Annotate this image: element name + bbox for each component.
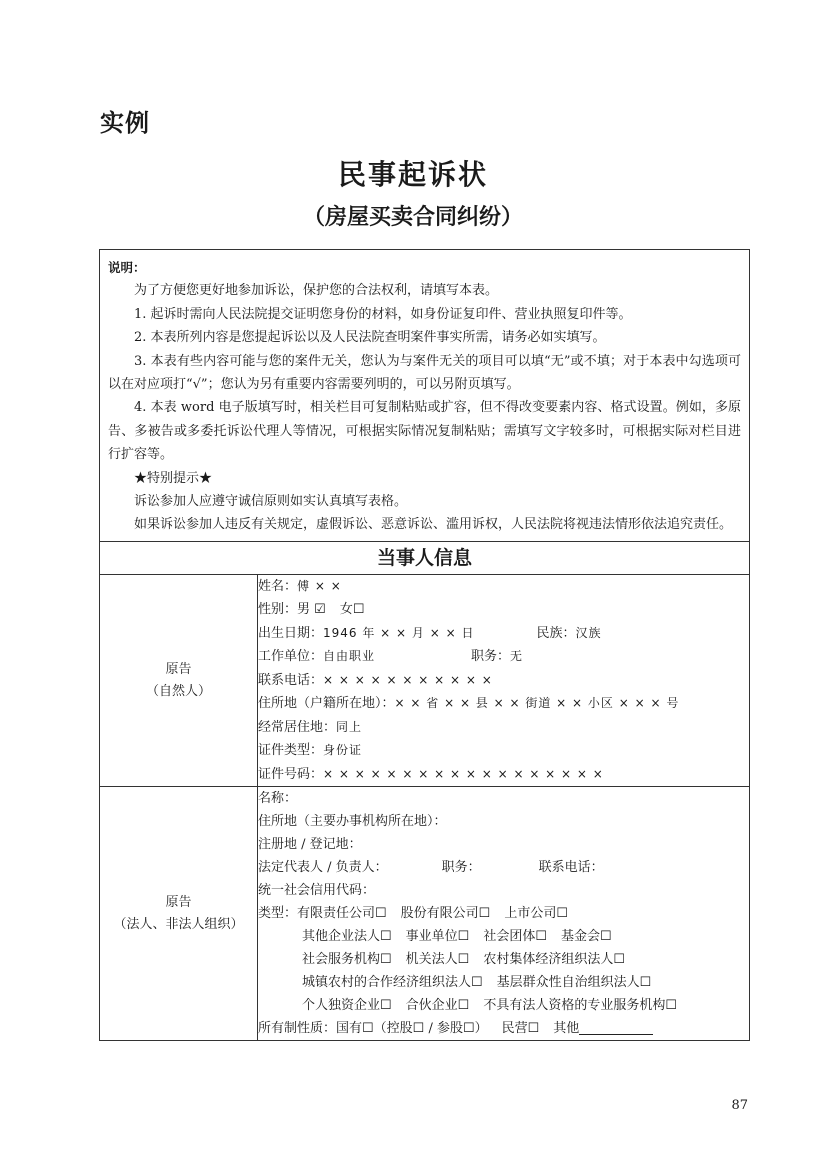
name-label: 姓名： <box>258 578 298 594</box>
residence-value[interactable]: 同上 <box>336 719 363 734</box>
org-address-row[interactable] <box>258 810 749 833</box>
instructions <box>100 250 749 541</box>
residence-row <box>258 716 749 740</box>
ethnicity-label: 民族： <box>536 625 576 641</box>
instructions-cell <box>100 250 750 542</box>
gender-row <box>258 598 749 622</box>
ownership-other-label: 其他 <box>553 1021 580 1037</box>
representative-job-label: 职务： <box>441 860 481 876</box>
ownership-private-checkbox[interactable]: 民营☐ <box>501 1021 540 1037</box>
address-label: 住所地（户籍所在地）： <box>258 696 395 712</box>
name-row <box>258 575 749 599</box>
org-name-row[interactable] <box>258 787 749 810</box>
gender-male-checkbox[interactable]: 男 ☑ <box>297 602 326 618</box>
type-professional-service-checkbox[interactable]: 不具有法人资格的专业服务机构☐ <box>483 998 677 1014</box>
type-partnership-checkbox[interactable]: 合伙企业☐ <box>405 998 470 1014</box>
id-number-label: 证件号码： <box>258 766 324 782</box>
org-name-label: 名称： <box>258 791 298 807</box>
representative-label: 法定代表人 / 负责人： <box>258 860 388 876</box>
page-number: 87 <box>731 1098 748 1113</box>
special-notice-2: 如果诉讼参加人违反有关规定，虚假诉讼、恶意诉讼、滥用诉权，人民法院将视违法情形依法追究责任。 <box>134 517 733 533</box>
org-type-row-4 <box>258 971 749 994</box>
example-heading: 实例 <box>100 109 150 137</box>
plaintiff-label: 原告 <box>165 894 192 910</box>
birth-row <box>258 622 749 646</box>
type-listed-checkbox[interactable]: 上市公司☐ <box>504 906 568 922</box>
registration-label: 注册地 / 登记地： <box>258 837 362 853</box>
type-cooperative-checkbox[interactable]: 城镇农村的合作经济组织法人☐ <box>302 975 483 991</box>
id-number-value[interactable]: × × × × × × × × × × × × × × × × × × <box>323 766 604 781</box>
type-other-enterprise-checkbox[interactable]: 其他企业法人☐ <box>302 929 392 945</box>
plaintiff-legal-fields <box>258 787 750 1041</box>
type-government-checkbox[interactable]: 机关法人☐ <box>405 952 470 968</box>
id-type-value[interactable]: 身份证 <box>323 743 363 758</box>
representative-phone-label: 联系电话： <box>538 860 604 876</box>
birth-value[interactable]: 1946 年 × × 月 × × 日 <box>323 625 475 640</box>
credit-code-label: 统一社会信用代码： <box>258 883 376 899</box>
org-type-row-3 <box>258 948 749 971</box>
phone-value[interactable]: × × × × × × × × × × × <box>323 672 493 687</box>
job-label: 职务： <box>471 649 511 665</box>
org-type-row-1 <box>258 902 749 925</box>
representative-row <box>258 856 749 879</box>
type-sole-proprietorship-checkbox[interactable]: 个人独资企业☐ <box>302 998 392 1014</box>
natural-person-label: （自然人） <box>145 683 211 699</box>
complaint-form-table <box>99 249 750 1041</box>
ethnicity-value[interactable]: 汉族 <box>575 625 602 640</box>
work-value[interactable]: 自由职业 <box>323 649 376 664</box>
instructions-item-4: 4. 本表 word 电子版填写时，相关栏目可复制粘贴或扩容，但不得改变要素内容、格式设置。例如，多原告、多被告或多委托诉讼代理人等情况，可根据实际情况复制粘贴；需填写文字较多时，可根据实际对栏目进行扩容等。 <box>108 400 742 463</box>
plaintiff-label: 原告 <box>165 661 192 677</box>
gender-label: 性别： <box>258 602 298 618</box>
address-value[interactable]: × × 省 × × 县 × × 街道 × × 小区 × × × 号 <box>394 696 680 711</box>
registration-row[interactable] <box>258 833 749 856</box>
id-type-row <box>258 739 749 763</box>
ownership-row <box>258 1017 749 1040</box>
instructions-item-1: 1. 起诉时需向人民法院提交证明您身份的材料，如身份证复印件、营业执照复印件等。 <box>134 306 632 322</box>
type-social-service-checkbox[interactable]: 社会服务机构☐ <box>302 952 392 968</box>
section-title: 当事人信息 <box>100 541 750 574</box>
document-subtitle: （房屋买卖合同纠纷） <box>302 205 523 230</box>
gender-female-checkbox[interactable]: 女☐ <box>339 602 365 618</box>
org-type-row-5 <box>258 994 749 1017</box>
ownership-label: 所有制性质： <box>258 1021 337 1037</box>
org-type-row-2 <box>258 925 749 948</box>
org-type-label: 类型： <box>258 906 298 922</box>
instructions-item-3: 3. 本表有些内容可能与您的案件无关，您认为与案件无关的项目可以填“无”或不填；对于本表中勾选项可以在对应项打“√”；您认为另有重要内容需要列明的，可以另附页填写。 <box>108 353 742 393</box>
type-public-institution-checkbox[interactable]: 事业单位☐ <box>405 929 470 945</box>
type-llc-checkbox[interactable]: 有限责任公司☐ <box>297 906 387 922</box>
id-number-row <box>258 763 749 787</box>
phone-row <box>258 669 749 693</box>
type-foundation-checkbox[interactable]: 基金会☐ <box>560 929 612 945</box>
instructions-heading: 说明： <box>108 260 146 275</box>
plaintiff-natural-fields <box>258 574 750 787</box>
ownership-other-blank[interactable] <box>579 1020 653 1035</box>
plaintiff-legal-label <box>100 787 258 1041</box>
address-row <box>258 692 749 716</box>
special-notice-1: 诉讼参加人应遵守诚信原则如实认真填写表格。 <box>134 494 408 510</box>
work-row <box>258 645 749 669</box>
id-type-label: 证件类型： <box>258 743 324 759</box>
legal-person-label: （法人、非法人组织） <box>113 916 244 932</box>
birth-label: 出生日期： <box>258 625 324 641</box>
phone-label: 联系电话： <box>258 672 324 688</box>
type-social-group-checkbox[interactable]: 社会团体☐ <box>483 929 547 945</box>
residence-label: 经常居住地： <box>258 719 337 735</box>
instructions-intro: 为了方便您更好地参加诉讼，保护您的合法权利，请填写本表。 <box>134 283 499 299</box>
type-joint-stock-checkbox[interactable]: 股份有限公司☐ <box>400 906 491 922</box>
org-address-label: 住所地（主要办事机构所在地）： <box>258 814 447 830</box>
credit-code-row[interactable] <box>258 879 749 902</box>
work-label: 工作单位： <box>258 649 324 665</box>
special-notice-heading: ★特别提示★ <box>134 470 213 486</box>
ownership-state-checkbox[interactable]: 国有☐（控股☐ / 参股☐） <box>336 1021 488 1037</box>
type-rural-collective-checkbox[interactable]: 农村集体经济组织法人☐ <box>483 952 625 968</box>
instructions-item-2: 2. 本表所列内容是您提起诉讼以及人民法院查明案件事实所需，请务必如实填写。 <box>134 330 606 346</box>
plaintiff-natural-label <box>100 574 258 787</box>
type-grassroots-checkbox[interactable]: 基层群众性自治组织法人☐ <box>496 975 652 991</box>
job-value[interactable]: 无 <box>510 649 524 664</box>
name-value[interactable]: 傅 × × <box>297 578 342 593</box>
document-title: 民事起诉状 <box>337 158 488 191</box>
